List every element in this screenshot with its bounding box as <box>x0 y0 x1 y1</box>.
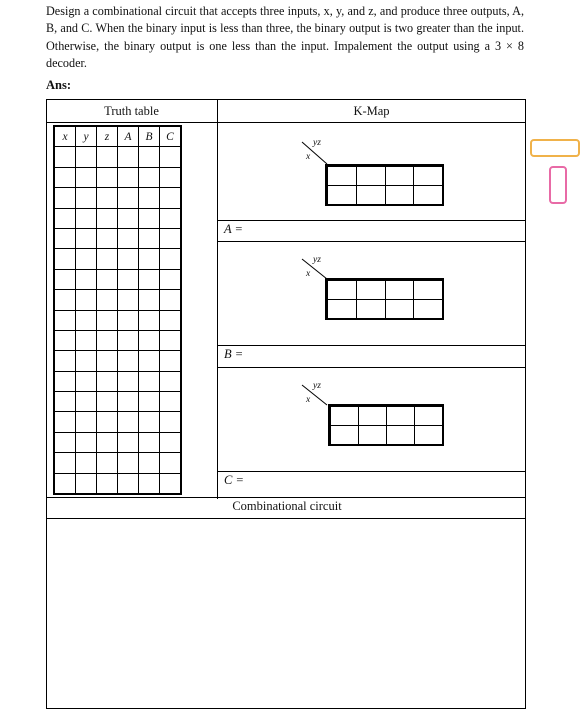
table-cell <box>97 412 118 432</box>
kmap-c-yz-label: yz <box>313 381 321 391</box>
problem-line-3: than the input. Otherwise, the binary output is one less than the input. Impalement the output <box>46 21 524 53</box>
kmap-c-corner-diagonal <box>300 383 330 413</box>
kmap-cell <box>385 185 415 205</box>
table-cell <box>139 432 160 452</box>
table-cell <box>160 188 182 208</box>
kmap-c-grid <box>328 404 444 446</box>
table-cell <box>118 188 139 208</box>
table-cell <box>139 208 160 228</box>
table-cell <box>97 330 118 350</box>
table-row <box>54 147 181 167</box>
problem-statement <box>46 3 524 73</box>
table-row <box>54 290 181 310</box>
table-cell <box>54 412 76 432</box>
kmap-cell <box>330 425 359 445</box>
table-cell <box>54 167 76 187</box>
table-cell <box>118 167 139 187</box>
table-cell <box>118 147 139 167</box>
table-cell <box>160 228 182 248</box>
truth-table-header: Truth table <box>104 104 159 118</box>
kmap-a-result: A = <box>224 222 243 236</box>
kmap-cell <box>385 299 415 319</box>
table-cell <box>97 249 118 269</box>
table-cell <box>54 290 76 310</box>
table-cell <box>118 310 139 330</box>
table-cell <box>139 269 160 289</box>
table-row <box>54 371 181 391</box>
table-cell <box>54 392 76 412</box>
table-cell <box>54 371 76 391</box>
table-cell <box>76 269 97 289</box>
table-cell <box>76 453 97 473</box>
table-cell <box>160 249 182 269</box>
table-cell <box>97 167 118 187</box>
table-cell <box>97 310 118 330</box>
table-cell <box>76 392 97 412</box>
table-cell <box>54 351 76 371</box>
table-cell <box>76 412 97 432</box>
table-cell <box>160 392 182 412</box>
table-cell <box>118 412 139 432</box>
kmap-a-x-label: x <box>306 152 311 162</box>
kmap-b-x-label: x <box>306 269 311 279</box>
table-cell <box>118 269 139 289</box>
kmap-cell <box>413 280 443 300</box>
kmap-b-yz-label: yz <box>313 255 321 265</box>
table-row <box>54 228 181 248</box>
table-row <box>54 473 181 494</box>
table-cell <box>54 188 76 208</box>
table-cell <box>54 249 76 269</box>
kmap-a-grid <box>325 164 444 206</box>
kmap-cell <box>358 406 387 426</box>
table-cell <box>76 351 97 371</box>
table-cell <box>160 351 182 371</box>
table-cell <box>118 330 139 350</box>
table-cell <box>54 228 76 248</box>
table-cell <box>97 473 118 494</box>
kmap-cell <box>414 425 443 445</box>
combinational-circuit-header: Combinational circuit <box>232 499 342 513</box>
table-cell <box>160 167 182 187</box>
table-cell <box>139 228 160 248</box>
table-cell <box>139 147 160 167</box>
col-y: y <box>76 126 97 147</box>
table-cell <box>139 412 160 432</box>
table-cell <box>54 473 76 494</box>
table-cell <box>118 453 139 473</box>
table-cell <box>160 290 182 310</box>
kmap-b-divider <box>217 345 526 346</box>
kmap-cell <box>413 166 443 186</box>
col-z: z <box>97 126 118 147</box>
table-cell <box>54 269 76 289</box>
col-x: x <box>54 126 76 147</box>
answer-label: Ans: <box>46 78 72 92</box>
table-cell <box>97 228 118 248</box>
table-cell <box>97 147 118 167</box>
table-cell <box>97 453 118 473</box>
kmap-cell <box>413 185 443 205</box>
table-cell <box>139 188 160 208</box>
kmap-cell <box>385 166 415 186</box>
kmap-c-divider <box>217 471 526 472</box>
kmap-cell <box>327 166 357 186</box>
kmap-a-divider <box>217 220 526 221</box>
table-cell <box>139 453 160 473</box>
table-row <box>54 330 181 350</box>
table-cell <box>139 310 160 330</box>
table-cell <box>160 412 182 432</box>
table-cell <box>76 188 97 208</box>
table-cell <box>139 473 160 494</box>
table-cell <box>76 330 97 350</box>
table-cell <box>118 371 139 391</box>
table-bottom-divider <box>46 497 526 498</box>
table-cell <box>54 310 76 330</box>
table-cell <box>160 269 182 289</box>
truth-table-header-row <box>54 126 181 147</box>
table-cell <box>118 473 139 494</box>
table-cell <box>97 351 118 371</box>
table-cell <box>97 371 118 391</box>
table-cell <box>76 473 97 494</box>
table-cell <box>97 290 118 310</box>
kmap-cell <box>327 299 357 319</box>
table-cell <box>76 371 97 391</box>
kmap-cell <box>327 185 357 205</box>
table-cell <box>160 330 182 350</box>
table-cell <box>97 432 118 452</box>
table-row <box>54 269 181 289</box>
table-cell <box>76 290 97 310</box>
kmap-a-yz-label: yz <box>313 138 321 148</box>
circuit-header-divider <box>46 518 526 519</box>
kmap-cell <box>356 166 386 186</box>
table-cell <box>139 290 160 310</box>
table-cell <box>118 351 139 371</box>
kmap-header: K-Map <box>353 104 390 118</box>
kmap-cell <box>356 185 386 205</box>
kmap-b-eq-divider <box>217 367 526 368</box>
table-cell <box>76 432 97 452</box>
table-cell <box>76 228 97 248</box>
table-cell <box>139 371 160 391</box>
table-cell <box>160 473 182 494</box>
header-divider <box>46 122 526 123</box>
kmap-cell <box>413 299 443 319</box>
truth-table <box>53 125 182 495</box>
table-cell <box>139 351 160 371</box>
table-cell <box>139 330 160 350</box>
kmap-cell <box>385 280 415 300</box>
table-cell <box>160 310 182 330</box>
kmap-cell <box>386 406 415 426</box>
table-cell <box>76 208 97 228</box>
kmap-b-grid <box>325 278 444 320</box>
table-cell <box>118 228 139 248</box>
table-cell <box>54 147 76 167</box>
kmap-a-eq-divider <box>217 241 526 242</box>
table-row <box>54 453 181 473</box>
col-a: A <box>118 126 139 147</box>
column-divider <box>217 99 218 499</box>
table-cell <box>54 432 76 452</box>
table-cell <box>76 249 97 269</box>
table-cell <box>97 269 118 289</box>
table-cell <box>118 290 139 310</box>
table-cell <box>118 432 139 452</box>
table-cell <box>118 208 139 228</box>
table-row <box>54 310 181 330</box>
problem-line-2: outputs, A, B, and C. When the binary input is less than three, the binary output is two greater <box>46 4 524 36</box>
table-cell <box>118 249 139 269</box>
table-row <box>54 167 181 187</box>
kmap-c-result: C = <box>224 473 244 487</box>
table-cell <box>54 453 76 473</box>
kmap-cell <box>327 280 357 300</box>
table-cell <box>54 208 76 228</box>
kmap-c-x-label: x <box>306 395 311 405</box>
table-cell <box>76 310 97 330</box>
table-row <box>54 432 181 452</box>
kmap-cell <box>356 280 386 300</box>
table-cell <box>160 453 182 473</box>
table-row <box>54 392 181 412</box>
col-c: C <box>160 126 182 147</box>
col-b: B <box>139 126 160 147</box>
problem-line-1: Design a combinational circuit that accepts three inputs, x, y, and z, and produce three <box>46 4 468 18</box>
table-cell <box>139 167 160 187</box>
table-cell <box>76 147 97 167</box>
table-cell <box>139 249 160 269</box>
table-row <box>54 249 181 269</box>
table-cell <box>160 208 182 228</box>
table-cell <box>97 208 118 228</box>
kmap-cell <box>414 406 443 426</box>
side-panel-tile[interactable] <box>549 166 567 204</box>
table-cell <box>118 392 139 412</box>
kmap-cell <box>356 299 386 319</box>
kmap-cell <box>330 406 359 426</box>
table-cell <box>54 330 76 350</box>
side-panel-bar[interactable] <box>530 139 580 157</box>
kmap-cell <box>358 425 387 445</box>
table-cell <box>160 147 182 167</box>
table-cell <box>97 392 118 412</box>
table-cell <box>76 167 97 187</box>
table-row <box>54 208 181 228</box>
table-row <box>54 412 181 432</box>
table-row <box>54 188 181 208</box>
kmap-cell <box>386 425 415 445</box>
table-row <box>54 351 181 371</box>
table-cell <box>160 371 182 391</box>
table-cell <box>160 432 182 452</box>
table-cell <box>97 188 118 208</box>
problem-line-4: using a 3 × 8 decoder. <box>46 38 525 71</box>
kmap-b-result: B = <box>224 347 244 361</box>
table-cell <box>139 392 160 412</box>
